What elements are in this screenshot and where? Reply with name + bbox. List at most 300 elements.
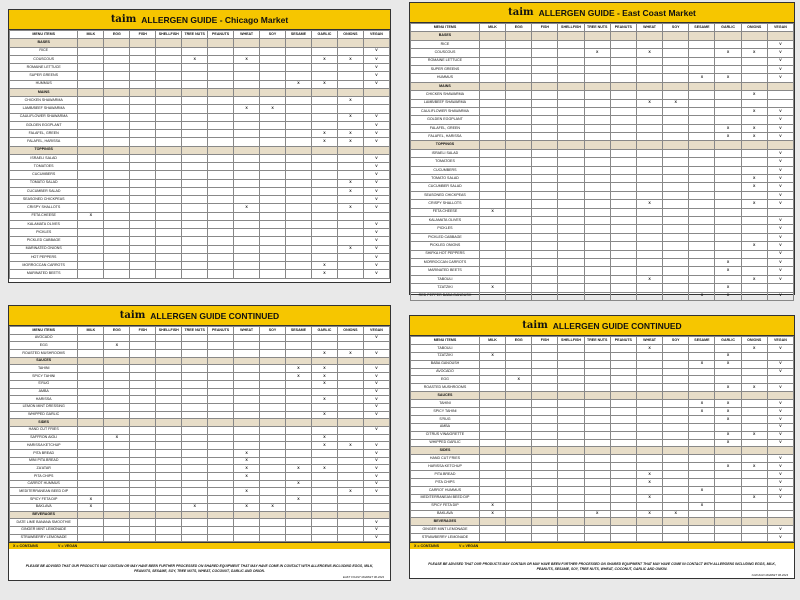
empty-cell (558, 344, 584, 352)
empty-cell (558, 183, 584, 191)
empty-cell (156, 511, 182, 519)
empty-cell (663, 284, 689, 292)
empty-cell (208, 419, 234, 427)
empty-cell (337, 403, 363, 411)
allergen-mark: V (363, 403, 389, 411)
empty-cell (506, 455, 532, 463)
empty-cell (479, 368, 505, 376)
menu-item-name: TABOULI (411, 275, 480, 283)
empty-cell (741, 471, 767, 479)
empty-cell (337, 64, 363, 72)
empty-cell (532, 368, 558, 376)
empty-cell (260, 47, 286, 55)
empty-cell (506, 91, 532, 99)
legend-contains: X = CONTAINS (13, 544, 38, 549)
sheet-title: ALLERGEN GUIDE - East Coast Market (538, 7, 696, 18)
allergen-mark: V (767, 183, 793, 191)
allergen-mark: X (337, 130, 363, 138)
empty-cell (558, 250, 584, 258)
empty-cell (584, 292, 610, 300)
empty-cell (182, 64, 208, 72)
empty-cell (636, 82, 662, 90)
empty-cell (208, 350, 234, 358)
empty-cell (558, 57, 584, 65)
empty-cell (130, 465, 156, 473)
empty-cell (663, 124, 689, 132)
empty-cell (337, 72, 363, 80)
empty-cell (479, 344, 505, 352)
empty-cell (337, 196, 363, 204)
table-row (10, 80, 390, 88)
empty-cell (182, 196, 208, 204)
table-row (411, 242, 794, 250)
empty-cell (610, 494, 636, 502)
empty-cell (104, 39, 130, 47)
table-row (10, 388, 390, 396)
empty-cell (532, 216, 558, 224)
empty-cell (558, 82, 584, 90)
column-header-soy: SOY (260, 31, 286, 39)
empty-cell (715, 107, 741, 115)
empty-cell (610, 183, 636, 191)
menu-item-name: RICE (10, 47, 78, 55)
allergen-mark: X (636, 99, 662, 107)
empty-cell (286, 212, 312, 220)
empty-cell (558, 200, 584, 208)
table-row (411, 423, 794, 431)
empty-cell (130, 396, 156, 404)
empty-cell (78, 39, 104, 47)
empty-cell (234, 187, 260, 195)
empty-cell (286, 220, 312, 228)
empty-cell (741, 368, 767, 376)
empty-cell (337, 526, 363, 534)
column-header-sesame: SESAME (286, 31, 312, 39)
empty-cell (506, 57, 532, 65)
empty-cell (78, 526, 104, 534)
empty-cell (311, 357, 337, 365)
empty-cell (636, 352, 662, 360)
empty-cell (208, 434, 234, 442)
empty-cell (260, 154, 286, 162)
empty-cell (337, 212, 363, 220)
allergen-mark: X (182, 503, 208, 511)
empty-cell (311, 253, 337, 261)
empty-cell (311, 212, 337, 220)
empty-cell (479, 158, 505, 166)
empty-cell (104, 465, 130, 473)
section-row (411, 32, 794, 40)
empty-cell (156, 411, 182, 419)
empty-cell (663, 275, 689, 283)
empty-cell (78, 270, 104, 278)
menu-item-name: FALAFEL, GREEN (10, 130, 78, 138)
empty-cell (532, 439, 558, 447)
empty-cell (311, 334, 337, 342)
empty-cell (741, 415, 767, 423)
empty-cell (260, 121, 286, 129)
empty-cell (234, 426, 260, 434)
empty-cell (479, 534, 505, 542)
empty-cell (311, 97, 337, 105)
empty-cell (663, 526, 689, 534)
table-row (411, 368, 794, 376)
empty-cell (130, 534, 156, 542)
empty-cell (260, 245, 286, 253)
empty-cell (156, 426, 182, 434)
section-label: SAUCES (10, 357, 78, 365)
empty-cell (363, 105, 389, 113)
empty-cell (156, 388, 182, 396)
empty-cell (663, 149, 689, 157)
empty-cell (558, 74, 584, 82)
empty-cell (234, 163, 260, 171)
menu-item-name: CUCUMBERS (10, 171, 78, 179)
empty-cell (208, 534, 234, 542)
allergen-mark: V (767, 133, 793, 141)
empty-cell (741, 191, 767, 199)
column-header-vegan: VEGAN (767, 337, 793, 345)
empty-cell (130, 350, 156, 358)
empty-cell (689, 479, 715, 487)
empty-cell (104, 450, 130, 458)
brand-logo: taim (508, 6, 534, 18)
empty-cell (234, 130, 260, 138)
empty-cell (208, 373, 234, 381)
empty-cell (286, 237, 312, 245)
empty-cell (689, 376, 715, 384)
allergen-mark: V (767, 225, 793, 233)
empty-cell (78, 220, 104, 228)
allergen-mark: V (767, 463, 793, 471)
allergen-mark: X (636, 494, 662, 502)
allergen-mark: V (767, 408, 793, 416)
menu-item-name: EGG (10, 342, 78, 350)
empty-cell (558, 486, 584, 494)
empty-cell (689, 141, 715, 149)
allergen-mark: V (363, 350, 389, 358)
empty-cell (234, 434, 260, 442)
allergen-mark: V (363, 130, 389, 138)
empty-cell (506, 216, 532, 224)
empty-cell (610, 74, 636, 82)
empty-cell (479, 431, 505, 439)
empty-cell (104, 373, 130, 381)
empty-cell (182, 365, 208, 373)
menu-item-name: SPICY TAHINI (10, 373, 78, 381)
empty-cell (532, 74, 558, 82)
section-label: BASES (10, 39, 78, 47)
empty-cell (715, 99, 741, 107)
empty-cell (584, 502, 610, 510)
empty-cell (208, 64, 234, 72)
empty-cell (130, 130, 156, 138)
table-row (10, 72, 390, 80)
empty-cell (104, 262, 130, 270)
empty-cell (532, 82, 558, 90)
menu-item-name: COUSCOUS (411, 49, 480, 57)
allergen-mark: V (363, 80, 389, 88)
empty-cell (337, 457, 363, 465)
empty-cell (156, 253, 182, 261)
empty-cell (337, 534, 363, 542)
empty-cell (208, 426, 234, 434)
empty-cell (104, 163, 130, 171)
empty-cell (363, 39, 389, 47)
empty-cell (337, 270, 363, 278)
allergen-mark: V (363, 229, 389, 237)
table-row (411, 284, 794, 292)
empty-cell (208, 511, 234, 519)
empty-cell (311, 419, 337, 427)
column-header-milk: MILK (479, 337, 505, 345)
empty-cell (286, 403, 312, 411)
empty-cell (610, 133, 636, 141)
empty-cell (689, 216, 715, 224)
empty-cell (636, 376, 662, 384)
empty-cell (610, 175, 636, 183)
empty-cell (715, 208, 741, 216)
allergen-table (9, 30, 390, 279)
menu-item-name: AMBA (411, 423, 480, 431)
empty-cell (182, 496, 208, 504)
menu-item-name: CRISPY SHALLOTS (411, 200, 480, 208)
empty-cell (506, 392, 532, 400)
empty-cell (156, 179, 182, 187)
empty-cell (636, 208, 662, 216)
empty-cell (156, 47, 182, 55)
empty-cell (130, 442, 156, 450)
empty-cell (260, 187, 286, 195)
empty-cell (208, 334, 234, 342)
column-header-row (10, 327, 390, 335)
allergen-mark: V (767, 149, 793, 157)
empty-cell (506, 502, 532, 510)
empty-cell (234, 342, 260, 350)
allergen-mark: V (363, 334, 389, 342)
column-header-sesame: SESAME (689, 24, 715, 32)
empty-cell (715, 82, 741, 90)
allergen-mark: V (767, 486, 793, 494)
empty-cell (506, 49, 532, 57)
empty-cell (311, 204, 337, 212)
empty-cell (156, 419, 182, 427)
empty-cell (156, 496, 182, 504)
empty-cell (156, 534, 182, 542)
empty-cell (337, 105, 363, 113)
empty-cell (260, 357, 286, 365)
section-row (10, 39, 390, 47)
empty-cell (636, 242, 662, 250)
empty-cell (208, 130, 234, 138)
empty-cell (182, 245, 208, 253)
menu-item-name: CAULIFLOWER SHAWARMA (10, 113, 78, 121)
empty-cell (663, 431, 689, 439)
allergen-mark: V (767, 107, 793, 115)
empty-cell (78, 334, 104, 342)
allergen-mark: X (286, 465, 312, 473)
empty-cell (234, 146, 260, 154)
empty-cell (234, 388, 260, 396)
empty-cell (156, 450, 182, 458)
empty-cell (182, 39, 208, 47)
empty-cell (363, 97, 389, 105)
empty-cell (479, 124, 505, 132)
allergen-table (410, 23, 794, 301)
empty-cell (104, 442, 130, 450)
empty-cell (130, 88, 156, 96)
empty-cell (506, 408, 532, 416)
allergen-guide-continued-east-coast (8, 305, 391, 581)
empty-cell (689, 166, 715, 174)
empty-cell (479, 360, 505, 368)
empty-cell (182, 253, 208, 261)
section-row (10, 146, 390, 154)
empty-cell (78, 380, 104, 388)
empty-cell (636, 133, 662, 141)
empty-cell (479, 175, 505, 183)
empty-cell (286, 442, 312, 450)
empty-cell (479, 99, 505, 107)
menu-item-name: MORROCCAN CARROTS (411, 258, 480, 266)
empty-cell (78, 426, 104, 434)
empty-cell (260, 488, 286, 496)
table-row (411, 107, 794, 115)
empty-cell (689, 149, 715, 157)
empty-cell (286, 55, 312, 63)
empty-cell (260, 411, 286, 419)
empty-cell (558, 510, 584, 518)
menu-item-name: SEASONED CHICKPEAS (411, 191, 480, 199)
empty-cell (260, 196, 286, 204)
column-header-fish: FISH (532, 337, 558, 345)
empty-cell (156, 113, 182, 121)
empty-cell (337, 365, 363, 373)
allergen-mark: X (311, 442, 337, 450)
empty-cell (715, 534, 741, 542)
empty-cell (584, 384, 610, 392)
column-header-menu-items: MENU ITEMS (411, 337, 480, 345)
allergen-mark: V (363, 519, 389, 527)
empty-cell (260, 457, 286, 465)
empty-cell (558, 292, 584, 300)
table-row (10, 396, 390, 404)
allergen-mark: X (311, 80, 337, 88)
empty-cell (506, 183, 532, 191)
empty-cell (532, 344, 558, 352)
table-row (10, 171, 390, 179)
empty-cell (584, 200, 610, 208)
empty-cell (78, 450, 104, 458)
empty-cell (311, 534, 337, 542)
allergen-mark: X (715, 49, 741, 57)
empty-cell (130, 342, 156, 350)
empty-cell (506, 242, 532, 250)
empty-cell (741, 479, 767, 487)
empty-cell (532, 32, 558, 40)
allergen-mark: X (715, 133, 741, 141)
empty-cell (182, 80, 208, 88)
empty-cell (156, 130, 182, 138)
legend (9, 542, 390, 549)
menu-item-name: SAFFRON AIOLI (10, 434, 78, 442)
empty-cell (532, 200, 558, 208)
empty-cell (234, 373, 260, 381)
column-header-row (10, 31, 390, 39)
empty-cell (610, 124, 636, 132)
table-row (10, 473, 390, 481)
empty-cell (182, 187, 208, 195)
empty-cell (130, 526, 156, 534)
empty-cell (741, 258, 767, 266)
empty-cell (610, 82, 636, 90)
empty-cell (286, 171, 312, 179)
empty-cell (636, 216, 662, 224)
empty-cell (260, 388, 286, 396)
empty-cell (78, 411, 104, 419)
menu-item-name: HOT PEPPERS (10, 253, 78, 261)
table-row (10, 503, 390, 511)
empty-cell (532, 284, 558, 292)
empty-cell (156, 55, 182, 63)
empty-cell (260, 373, 286, 381)
menu-item-name: STRAWBERRY LEMONADE (10, 534, 78, 542)
empty-cell (156, 380, 182, 388)
empty-cell (208, 163, 234, 171)
section-label: TOPPINGS (411, 141, 480, 149)
empty-cell (636, 415, 662, 423)
empty-cell (208, 253, 234, 261)
empty-cell (584, 526, 610, 534)
allergen-mark: X (234, 55, 260, 63)
table-row (411, 376, 794, 384)
empty-cell (715, 225, 741, 233)
empty-cell (636, 141, 662, 149)
menu-item-name: AMBA (10, 388, 78, 396)
empty-cell (610, 275, 636, 283)
empty-cell (78, 196, 104, 204)
empty-cell (78, 97, 104, 105)
table-row (411, 57, 794, 65)
sheet-header (9, 306, 390, 326)
empty-cell (208, 88, 234, 96)
empty-cell (741, 250, 767, 258)
empty-cell (234, 220, 260, 228)
empty-cell (506, 258, 532, 266)
empty-cell (584, 65, 610, 73)
empty-cell (182, 229, 208, 237)
column-header-vegan: VEGAN (363, 327, 389, 335)
menu-item-name: WHIPPED GARLIC (10, 411, 78, 419)
empty-cell (506, 158, 532, 166)
empty-cell (636, 124, 662, 132)
empty-cell (337, 47, 363, 55)
table-row (10, 262, 390, 270)
empty-cell (286, 262, 312, 270)
empty-cell (78, 473, 104, 481)
empty-cell (104, 457, 130, 465)
empty-cell (130, 196, 156, 204)
empty-cell (156, 171, 182, 179)
empty-cell (532, 91, 558, 99)
allergen-mark: X (715, 124, 741, 132)
empty-cell (636, 225, 662, 233)
empty-cell (104, 270, 130, 278)
empty-cell (104, 396, 130, 404)
menu-item-name: TZATZIKI (411, 284, 480, 292)
empty-cell (636, 408, 662, 416)
menu-item-name: KALAMATA OLIVES (10, 220, 78, 228)
